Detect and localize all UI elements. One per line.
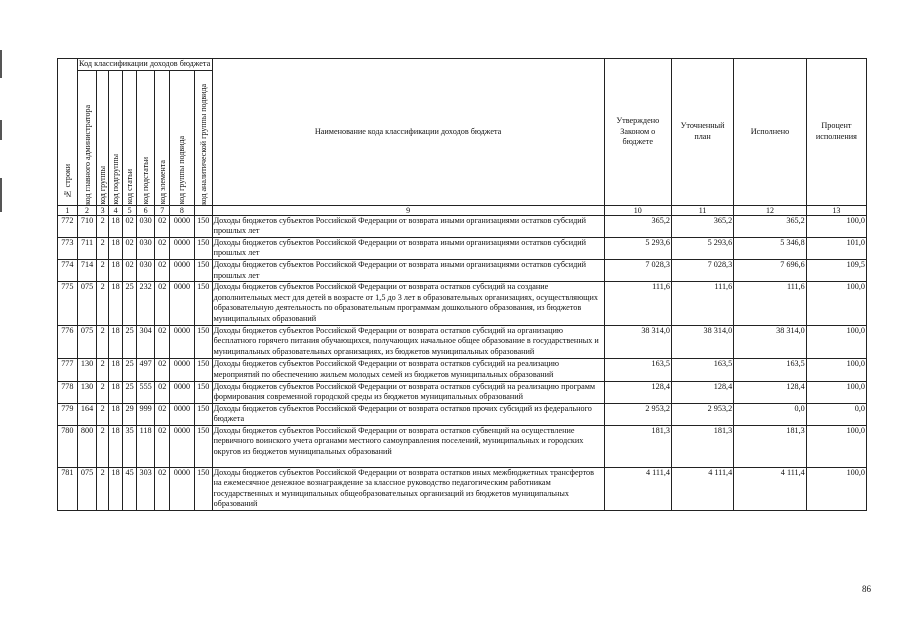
subarticle-code-cell: 304 bbox=[136, 325, 155, 359]
column-number: 12 bbox=[734, 205, 807, 215]
budget-revenue-table bbox=[57, 58, 867, 511]
analytic-code-cell: 150 bbox=[194, 467, 212, 510]
analytic-code-cell: 150 bbox=[194, 359, 212, 381]
approved-cell: 365,2 bbox=[604, 215, 671, 237]
column-number: 3 bbox=[97, 205, 108, 215]
group-code-cell: 2 bbox=[97, 467, 108, 510]
analytic-code-cell: 150 bbox=[194, 215, 212, 237]
scan-edge-mark bbox=[0, 120, 2, 140]
percent-cell: 100,0 bbox=[806, 425, 866, 467]
analytic-code-cell: 150 bbox=[194, 237, 212, 259]
header-executed: Исполнено bbox=[734, 59, 807, 206]
name-cell: Доходы бюджетов субъектов Российской Федерации от возврата остатков субсидий на организацию бесплатного горячего питания обучающихся, получающих начальное общее образование в государственных и муниципальных образовательных организациях, из бюджетов муниципальных образований bbox=[212, 325, 604, 359]
percent-cell: 100,0 bbox=[806, 381, 866, 403]
subarticle-code-cell: 497 bbox=[136, 359, 155, 381]
admin-code-cell: 711 bbox=[77, 237, 97, 259]
analytic-code-cell: 150 bbox=[194, 325, 212, 359]
approved-cell: 128,4 bbox=[604, 381, 671, 403]
revised-cell: 38 314,0 bbox=[671, 325, 733, 359]
subgroup-code-cell: 18 bbox=[108, 425, 123, 467]
group-code-cell: 2 bbox=[97, 381, 108, 403]
element-code-cell: 02 bbox=[155, 425, 170, 467]
percent-cell: 100,0 bbox=[806, 282, 866, 325]
row-number-cell: 775 bbox=[58, 282, 78, 325]
element-code-cell: 02 bbox=[155, 237, 170, 259]
analytic-code-cell: 150 bbox=[194, 282, 212, 325]
table-row bbox=[58, 403, 867, 425]
subtype-code-cell: 0000 bbox=[169, 467, 194, 510]
header-code-subarticle: код подстатьи bbox=[136, 70, 155, 205]
table-row bbox=[58, 259, 867, 281]
admin-code-cell: 800 bbox=[77, 425, 97, 467]
header-code-group: код группы bbox=[97, 70, 108, 205]
name-cell: Доходы бюджетов субъектов Российской Федерации от возврата иными организациями остатков субсидий прошлых лет bbox=[212, 259, 604, 281]
name-cell: Доходы бюджетов субъектов Российской Федерации от возврата остатков субсидий на создание дополнительных мест для детей в возрасте от 1,5 до 3 лет в образовательных организациях, осуществляющих образовательную деятельность по образовательным программам дошкольного образования, из бюджетов муниципальных образований bbox=[212, 282, 604, 325]
approved-cell: 7 028,3 bbox=[604, 259, 671, 281]
element-code-cell: 02 bbox=[155, 381, 170, 403]
article-code-cell: 35 bbox=[123, 425, 136, 467]
executed-cell: 4 111,4 bbox=[734, 467, 807, 510]
table-row bbox=[58, 381, 867, 403]
group-code-cell: 2 bbox=[97, 215, 108, 237]
subgroup-code-cell: 18 bbox=[108, 325, 123, 359]
revised-cell: 4 111,4 bbox=[671, 467, 733, 510]
approved-cell: 4 111,4 bbox=[604, 467, 671, 510]
element-code-cell: 02 bbox=[155, 359, 170, 381]
admin-code-cell: 130 bbox=[77, 381, 97, 403]
header-percent: Процент исполнения bbox=[806, 59, 866, 206]
group-code-cell: 2 bbox=[97, 425, 108, 467]
executed-cell: 163,5 bbox=[734, 359, 807, 381]
article-code-cell: 02 bbox=[123, 237, 136, 259]
header-name: Наименование кода классификации доходов бюджета bbox=[212, 59, 604, 206]
analytic-code-cell: 150 bbox=[194, 381, 212, 403]
subtype-code-cell: 0000 bbox=[169, 425, 194, 467]
executed-cell: 5 346,8 bbox=[734, 237, 807, 259]
executed-cell: 0,0 bbox=[734, 403, 807, 425]
percent-cell: 0,0 bbox=[806, 403, 866, 425]
row-number-cell: 779 bbox=[58, 403, 78, 425]
article-code-cell: 25 bbox=[123, 381, 136, 403]
name-cell: Доходы бюджетов субъектов Российской Федерации от возврата иными организациями остатков субсидий прошлых лет bbox=[212, 215, 604, 237]
subarticle-code-cell: 118 bbox=[136, 425, 155, 467]
row-number-cell: 776 bbox=[58, 325, 78, 359]
element-code-cell: 02 bbox=[155, 215, 170, 237]
analytic-code-cell: 150 bbox=[194, 403, 212, 425]
subgroup-code-cell: 18 bbox=[108, 237, 123, 259]
group-code-cell: 2 bbox=[97, 237, 108, 259]
header-code-analytic-group: код аналитической группы подвида bbox=[194, 70, 212, 205]
percent-cell: 100,0 bbox=[806, 359, 866, 381]
subarticle-code-cell: 030 bbox=[136, 259, 155, 281]
table-row bbox=[58, 359, 867, 381]
percent-cell: 100,0 bbox=[806, 215, 866, 237]
element-code-cell: 02 bbox=[155, 282, 170, 325]
subarticle-code-cell: 999 bbox=[136, 403, 155, 425]
header-code-element: код элемента bbox=[155, 70, 170, 205]
row-number-cell: 780 bbox=[58, 425, 78, 467]
approved-cell: 5 293,6 bbox=[604, 237, 671, 259]
table-row bbox=[58, 282, 867, 325]
article-code-cell: 45 bbox=[123, 467, 136, 510]
percent-cell: 100,0 bbox=[806, 325, 866, 359]
article-code-cell: 02 bbox=[123, 259, 136, 281]
admin-code-cell: 710 bbox=[77, 215, 97, 237]
executed-cell: 38 314,0 bbox=[734, 325, 807, 359]
percent-cell: 100,0 bbox=[806, 467, 866, 510]
column-number: 1 bbox=[58, 205, 78, 215]
column-number: 7 bbox=[155, 205, 170, 215]
scan-edge-mark bbox=[0, 178, 2, 212]
column-number: 13 bbox=[806, 205, 866, 215]
page-number: 86 bbox=[862, 584, 871, 594]
executed-cell: 7 696,6 bbox=[734, 259, 807, 281]
header-row-number: № строки bbox=[58, 59, 78, 206]
column-number: 11 bbox=[671, 205, 733, 215]
percent-cell: 101,0 bbox=[806, 237, 866, 259]
approved-cell: 163,5 bbox=[604, 359, 671, 381]
revised-cell: 7 028,3 bbox=[671, 259, 733, 281]
subarticle-code-cell: 555 bbox=[136, 381, 155, 403]
header-code-subgroup: код подгруппы bbox=[108, 70, 123, 205]
column-number: 4 bbox=[108, 205, 123, 215]
admin-code-cell: 130 bbox=[77, 359, 97, 381]
subtype-code-cell: 0000 bbox=[169, 237, 194, 259]
scan-edge-mark bbox=[0, 50, 2, 78]
row-number-cell: 778 bbox=[58, 381, 78, 403]
row-number-cell: 773 bbox=[58, 237, 78, 259]
subtype-code-cell: 0000 bbox=[169, 215, 194, 237]
subgroup-code-cell: 18 bbox=[108, 215, 123, 237]
name-cell: Доходы бюджетов субъектов Российской Федерации от возврата остатков субсидий на реализацию мероприятий по обеспечению жильем молодых семей из бюджетов муниципальных образований bbox=[212, 359, 604, 381]
subgroup-code-cell: 18 bbox=[108, 381, 123, 403]
subtype-code-cell: 0000 bbox=[169, 325, 194, 359]
group-code-cell: 2 bbox=[97, 359, 108, 381]
article-code-cell: 25 bbox=[123, 282, 136, 325]
subtype-code-cell: 0000 bbox=[169, 282, 194, 325]
name-cell: Доходы бюджетов субъектов Российской Федерации от возврата остатков прочих субсидий из федерального бюджета bbox=[212, 403, 604, 425]
executed-cell: 181,3 bbox=[734, 425, 807, 467]
subarticle-code-cell: 030 bbox=[136, 215, 155, 237]
subtype-code-cell: 0000 bbox=[169, 403, 194, 425]
article-code-cell: 25 bbox=[123, 325, 136, 359]
subgroup-code-cell: 18 bbox=[108, 467, 123, 510]
column-number: 5 bbox=[123, 205, 136, 215]
executed-cell: 128,4 bbox=[734, 381, 807, 403]
article-code-cell: 29 bbox=[123, 403, 136, 425]
header-classification-group: Код классификации доходов бюджета bbox=[77, 59, 212, 71]
header-code-article: код статьи bbox=[123, 70, 136, 205]
table-row bbox=[58, 425, 867, 467]
revised-cell: 181,3 bbox=[671, 425, 733, 467]
admin-code-cell: 075 bbox=[77, 325, 97, 359]
name-cell: Доходы бюджетов субъектов Российской Федерации от возврата остатков субсидий на реализацию программ формирования современной городской среды из бюджетов муниципальных образований bbox=[212, 381, 604, 403]
article-code-cell: 02 bbox=[123, 215, 136, 237]
analytic-code-cell: 150 bbox=[194, 425, 212, 467]
admin-code-cell: 714 bbox=[77, 259, 97, 281]
table-row bbox=[58, 215, 867, 237]
element-code-cell: 02 bbox=[155, 403, 170, 425]
name-cell: Доходы бюджетов субъектов Российской Федерации от возврата иными организациями остатков субсидий прошлых лет bbox=[212, 237, 604, 259]
revised-cell: 163,5 bbox=[671, 359, 733, 381]
subgroup-code-cell: 18 bbox=[108, 259, 123, 281]
column-number: 8 bbox=[169, 205, 194, 215]
header-revised: Уточненный план bbox=[671, 59, 733, 206]
column-number: 6 bbox=[136, 205, 155, 215]
approved-cell: 181,3 bbox=[604, 425, 671, 467]
header-code-subtype-group: код группы подвида bbox=[169, 70, 194, 205]
table-row bbox=[58, 467, 867, 510]
name-cell: Доходы бюджетов субъектов Российской Федерации от возврата остатков субвенций на осуществление первичного воинского учета органами местного самоуправления поселений, муниципальных и городских округов из бюджетов муниципальных образований bbox=[212, 425, 604, 467]
element-code-cell: 02 bbox=[155, 325, 170, 359]
row-number-cell: 774 bbox=[58, 259, 78, 281]
executed-cell: 365,2 bbox=[734, 215, 807, 237]
element-code-cell: 02 bbox=[155, 467, 170, 510]
executed-cell: 111,6 bbox=[734, 282, 807, 325]
group-code-cell: 2 bbox=[97, 282, 108, 325]
revised-cell: 5 293,6 bbox=[671, 237, 733, 259]
admin-code-cell: 075 bbox=[77, 282, 97, 325]
revised-cell: 128,4 bbox=[671, 381, 733, 403]
element-code-cell: 02 bbox=[155, 259, 170, 281]
group-code-cell: 2 bbox=[97, 403, 108, 425]
column-number: 10 bbox=[604, 205, 671, 215]
row-number-cell: 781 bbox=[58, 467, 78, 510]
subarticle-code-cell: 030 bbox=[136, 237, 155, 259]
percent-cell: 109,5 bbox=[806, 259, 866, 281]
column-number bbox=[194, 205, 212, 215]
approved-cell: 38 314,0 bbox=[604, 325, 671, 359]
subtype-code-cell: 0000 bbox=[169, 359, 194, 381]
column-number-row bbox=[58, 205, 867, 215]
row-number-cell: 777 bbox=[58, 359, 78, 381]
admin-code-cell: 075 bbox=[77, 467, 97, 510]
analytic-code-cell: 150 bbox=[194, 259, 212, 281]
group-code-cell: 2 bbox=[97, 325, 108, 359]
subgroup-code-cell: 18 bbox=[108, 403, 123, 425]
subarticle-code-cell: 232 bbox=[136, 282, 155, 325]
revised-cell: 111,6 bbox=[671, 282, 733, 325]
subtype-code-cell: 0000 bbox=[169, 381, 194, 403]
row-number-cell: 772 bbox=[58, 215, 78, 237]
header-code-admin: код главного администратора bbox=[77, 70, 97, 205]
subarticle-code-cell: 303 bbox=[136, 467, 155, 510]
admin-code-cell: 164 bbox=[77, 403, 97, 425]
header-approved: Утверждено Законом о бюджете bbox=[604, 59, 671, 206]
subgroup-code-cell: 18 bbox=[108, 359, 123, 381]
revised-cell: 365,2 bbox=[671, 215, 733, 237]
subtype-code-cell: 0000 bbox=[169, 259, 194, 281]
revised-cell: 2 953,2 bbox=[671, 403, 733, 425]
table-body bbox=[58, 215, 867, 510]
table-row bbox=[58, 325, 867, 359]
column-number: 2 bbox=[77, 205, 97, 215]
group-code-cell: 2 bbox=[97, 259, 108, 281]
approved-cell: 2 953,2 bbox=[604, 403, 671, 425]
table-row bbox=[58, 237, 867, 259]
approved-cell: 111,6 bbox=[604, 282, 671, 325]
article-code-cell: 25 bbox=[123, 359, 136, 381]
column-number: 9 bbox=[212, 205, 604, 215]
subgroup-code-cell: 18 bbox=[108, 282, 123, 325]
name-cell: Доходы бюджетов субъектов Российской Федерации от возврата остатков иных межбюджетных трансфертов на ежемесячное денежное вознаграждение за классное руководство педагогическим работникам государственных и муниципальных общеобразовательных организаций из бюджетов муниципальных образований bbox=[212, 467, 604, 510]
